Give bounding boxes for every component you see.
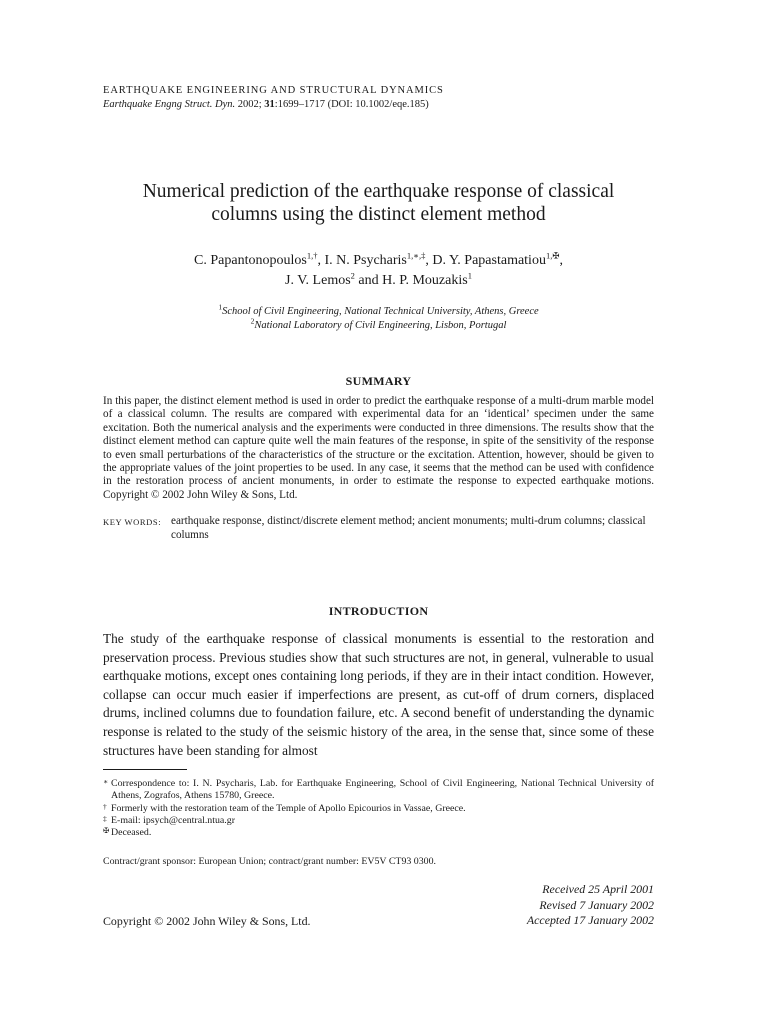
author-affiliation-mark: 1,∗,‡: [406, 250, 426, 261]
summary-text: In this paper, the distinct element method is used in order to predict the earthquake response of a multi-drum marble model of a classical column. The results are compared with experimental data for an ‘identical’ specimen under the same excitation. Both the numerical analysis and the experiments were conducted in three dimensions. The results show that the distinct element method can capture quite well the main features of the response, in spite of the sensitivity of the response to even small perturbations of the characteristics of the structure or the excitation. Attention, however, should be given to the appropriate values of the joint properties to be used. In any case, it seems that the method can be used with confidence in the restoration process of ancient monuments, in order to estimate the response to expected earthquake motions. Copyright © 2002 John Wiley & Sons, Ltd.: [103, 395, 654, 501]
author-affiliation-mark: 1: [467, 270, 472, 281]
affiliation-2: [103, 316, 654, 333]
author-affiliation-mark: 1,†: [306, 250, 318, 261]
introduction-heading: INTRODUCTION: [328, 604, 429, 619]
footnote-mark: ‡: [103, 813, 107, 823]
history-dates: [527, 882, 654, 928]
author-line-1: [103, 251, 654, 271]
footnote-text: Correspondence to: I. N. Psycharis, Lab. for Earthquake Engineering, School of Civil Engineering, National Technical University of Athens, Zografos, Athens 15780, Greece.: [111, 778, 654, 802]
title-line-2: columns using the distinct element method: [211, 204, 546, 225]
citation-year: 2002;: [235, 99, 265, 110]
paper-title: [103, 180, 654, 226]
journal-name: EARTHQUAKE ENGINEERING AND STRUCTURAL DYNAMICS: [103, 85, 444, 96]
introduction-text: The study of the earthquake response of classical monuments is essential to the restoration and preservation process. Previous studies show that such structures are not, in general, vulnerable to usual earthquake motions, except ones containing long periods, if they are in their intact condition. However, collapse can occur much easier if imperfections are present, as cut-off of drum corners, displaced drums, inclined columns due to foundation failure, etc. A second benefit of understanding the dynamic response is related to the study of the seismic history of the area, in the sense that, since some of these structures have been standing for almost: [103, 631, 654, 758]
footnote-mark: ✠: [103, 826, 110, 836]
author-affiliation-mark: 2: [350, 270, 355, 281]
affiliation-1: [103, 302, 654, 319]
author-list: [103, 251, 654, 291]
journal-abbreviation: Earthquake Engng Struct. Dyn.: [103, 99, 236, 110]
affiliation-mark: 1: [218, 302, 223, 312]
citation-volume: 31: [264, 99, 275, 110]
footnote-formerly: [103, 803, 654, 815]
footnote-email: [103, 815, 654, 827]
footnote-correspondence: [103, 778, 654, 802]
revised-date: Revised 7 January 2002: [539, 897, 654, 912]
article-page: [103, 84, 654, 930]
keywords: [103, 515, 654, 542]
citation-pages-doi: :1699–1717 (DOI: 10.1002/eqe.185): [274, 99, 429, 110]
footnote-text: Deceased.: [111, 827, 152, 839]
affiliation-text: National Laboratory of Civil Engineering, Lisbon, Portugal: [254, 319, 507, 331]
affiliation-list: [103, 302, 654, 332]
footnote-text: E-mail: ipsych@central.ntua.gr: [111, 814, 235, 826]
footnote-text: Formerly with the restoration team of the Temple of Apollo Epicourios in Vassae, Greece.: [111, 802, 466, 814]
grant-sponsor-note: Contract/grant sponsor: European Union; contract/grant number: EV5V CT93 0300.: [103, 856, 437, 868]
keywords-label: KEY WORDS:: [103, 517, 162, 528]
author-separator: ,: [559, 253, 563, 268]
footnote-divider: [103, 769, 187, 770]
author-name: , D. Y. Papastamatiou: [425, 253, 546, 268]
title-line-1: Numerical prediction of the earthquake response of classical: [142, 181, 615, 202]
accepted-date: Accepted 17 January 2002: [526, 912, 654, 927]
affiliation-text: School of Civil Engineering, National Technical University, Athens, Greece: [222, 306, 539, 317]
author-affiliation-mark: 1,✠: [545, 250, 560, 261]
citation-line: [103, 98, 654, 112]
footnote-deceased: [103, 827, 654, 839]
copyright-notice: Copyright © 2002 John Wiley & Sons, Ltd.: [103, 914, 311, 929]
keywords-text: earthquake response, distinct/discrete element method; ancient monuments; multi-drum columns; classical columns: [171, 515, 646, 541]
author-name: , I. N. Psycharis: [317, 253, 407, 268]
footnote-list: [103, 778, 654, 839]
affiliation-mark: 2: [250, 316, 255, 325]
author-name: J. V. Lemos: [285, 273, 351, 288]
footnote-mark: †: [103, 801, 107, 811]
running-header: [103, 84, 654, 112]
received-date: Received 25 April 2001: [542, 882, 654, 897]
summary-heading: SUMMARY: [345, 374, 412, 388]
article-footer: [103, 882, 654, 930]
author-name: and H. P. Mouzakis: [354, 273, 468, 288]
footnote-mark: ∗: [103, 777, 109, 787]
author-name: C. Papantonopoulos: [194, 253, 307, 268]
author-line-2: [103, 271, 654, 291]
